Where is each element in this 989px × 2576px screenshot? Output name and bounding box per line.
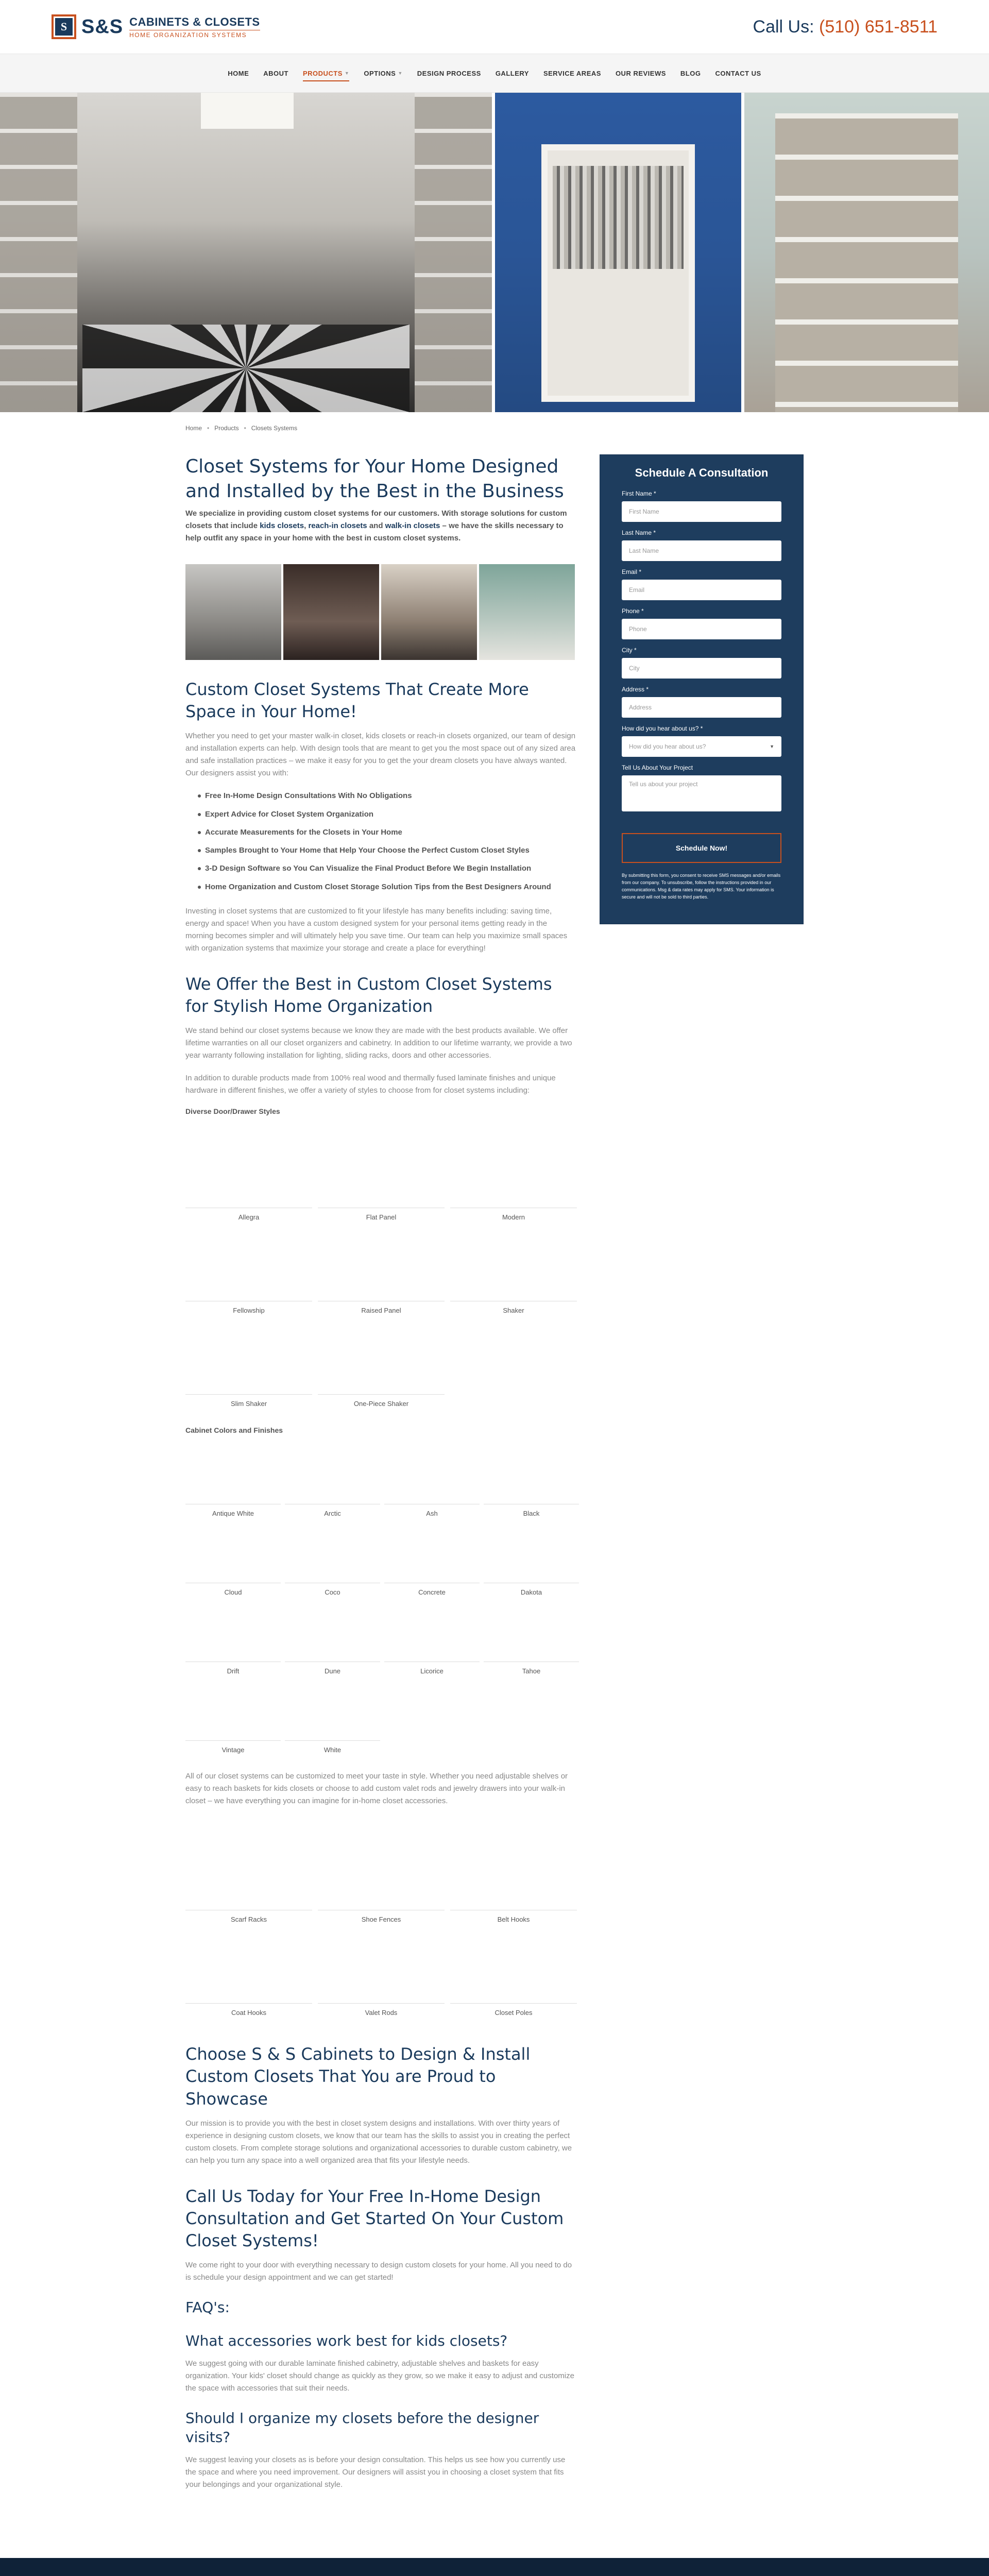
section-heading: Call Us Today for Your Free In-Home Design Consultation and Get Started On Your Custom Closet Systems! <box>185 2186 564 2251</box>
color-swatch-tile[interactable]: White <box>285 1683 380 1762</box>
nav-products[interactable]: PRODUCTS ▼ <box>296 54 356 93</box>
logo[interactable] <box>52 14 260 39</box>
last-name-input[interactable]: Last Name <box>622 540 781 561</box>
main-nav <box>0 54 989 93</box>
color-swatch <box>285 1526 380 1583</box>
accessory-tile[interactable]: Closet Poles <box>450 1931 577 2025</box>
gallery-thumbnails <box>185 564 577 660</box>
link-reach-in-closets[interactable]: reach-in closets <box>308 521 367 531</box>
breadcrumb-separator-icon: • <box>244 425 246 432</box>
colors-grid <box>185 1447 577 1762</box>
logo-brand: S&S <box>81 15 124 38</box>
accessory-tile[interactable]: Valet Rods <box>318 1931 445 2025</box>
section-heading: Custom Closet Systems That Create More Space in Your Home! <box>185 680 529 722</box>
address-input[interactable]: Address <box>622 697 781 718</box>
colors-heading: Cabinet Colors and Finishes <box>185 1426 283 1435</box>
door-styles-heading: Diverse Door/Drawer Styles <box>185 1107 280 1116</box>
page-title: Closet Systems for Your Home Designed and Installed by the Best in the Business <box>185 456 564 502</box>
color-swatch-tile[interactable]: Tahoe <box>484 1604 579 1683</box>
paragraph: We come right to your door with everything necessary to design custom closets for your home. All you need to do is schedule your design appointment and we can get started! <box>185 2261 572 2282</box>
first-name-input[interactable]: First Name <box>622 501 781 522</box>
nav-gallery[interactable]: GALLERY <box>495 69 529 77</box>
chevron-down-icon: ▼ <box>398 71 403 76</box>
gallery-thumb[interactable] <box>185 564 281 660</box>
list-item: Free In-Home Design Consultations With No Obligations <box>198 790 577 802</box>
color-swatch-tile[interactable]: Concrete <box>384 1526 480 1604</box>
gallery-thumb[interactable] <box>479 564 575 660</box>
hero-image-reach-in-closet <box>495 93 741 412</box>
phone-label: Phone * <box>622 607 644 615</box>
color-swatch-tile[interactable]: Antique White <box>185 1447 281 1526</box>
breadcrumb <box>185 412 804 432</box>
color-swatch <box>384 1447 480 1504</box>
paragraph: All of our closet systems can be customized to meet your taste in style. Whether you need adjustable shelves or easy to reach baskets for kids closets or choose to add custom valet rods and jewelry drawers into your walk-in closet – we have everything you can imagine for in-home closet accessories. <box>185 1772 568 1806</box>
nav-design-process[interactable]: DESIGN PROCESS <box>417 69 481 77</box>
schedule-now-button[interactable]: Schedule Now! <box>622 833 781 863</box>
section-heading: Choose S & S Cabinets to Design & Install Custom Closets That You are Proud to Showcase <box>185 2044 531 2109</box>
hear-about-select[interactable]: How did you hear about us? ▼ <box>622 736 781 757</box>
chevron-down-icon: ▼ <box>770 744 774 749</box>
nav-blog[interactable]: BLOG <box>680 69 701 77</box>
breadcrumb-current: Closets Systems <box>251 425 298 432</box>
color-swatch <box>484 1447 579 1504</box>
color-swatch-tile[interactable]: Black <box>484 1447 579 1526</box>
breadcrumb-home[interactable]: Home <box>185 425 202 432</box>
faq-question: What accessories work best for kids closets? <box>185 2332 508 2349</box>
door-style-tile[interactable]: Flat Panel <box>318 1136 445 1229</box>
door-style-tile[interactable]: One-Piece Shaker <box>318 1323 445 1416</box>
nav-contact-us[interactable]: CONTACT US <box>715 69 761 77</box>
hero-image-kids-closet <box>744 93 989 412</box>
accessory-tile[interactable]: Scarf Racks <box>185 1838 312 1931</box>
site-footer <box>0 2558 989 2576</box>
form-title: Schedule A Consultation <box>635 466 769 479</box>
list-item: 3-D Design Software so You Can Visualize the Final Product Before We Begin Installation <box>198 862 577 874</box>
last-name-label: Last Name * <box>622 529 656 536</box>
form-disclaimer: By submitting this form, you consent to receive SMS messages and/or emails from our company. To unsubscribe, follow the instructions provided in our communications. Msg & data rates may apply for SMS. Your information is secure and will not be sold to third parties. <box>622 873 781 900</box>
color-swatch <box>285 1447 380 1504</box>
city-label: City * <box>622 647 637 654</box>
city-input[interactable]: City <box>622 658 781 679</box>
nav-our-reviews[interactable]: OUR REVIEWS <box>615 69 666 77</box>
hero-banner <box>0 93 989 412</box>
color-swatch <box>384 1526 480 1583</box>
color-swatch <box>185 1447 281 1504</box>
paragraph: We stand behind our closet systems because we know they are made with the best products available. We offer lifetime warranties on all our closet organizers and cabinetry. In addition to our lifetime warranty, we provide a two year warranty following installation for lighting, sliding racks, doors and other accessories. <box>185 1026 572 1060</box>
gallery-thumb[interactable] <box>381 564 477 660</box>
door-styles-grid <box>185 1136 577 1416</box>
list-item: Home Organization and Custom Closet Storage Solution Tips from the Best Designers Around <box>198 881 577 893</box>
email-label: Email * <box>622 568 642 575</box>
color-swatch-tile[interactable]: Arctic <box>285 1447 380 1526</box>
address-label: Address * <box>622 686 649 693</box>
accessory-tile[interactable]: Belt Hooks <box>450 1838 577 1931</box>
breadcrumb-separator-icon: • <box>207 425 210 432</box>
accessories-grid <box>185 1838 577 2025</box>
color-swatch <box>484 1604 579 1662</box>
consultation-form <box>600 454 804 924</box>
first-name-label: First Name * <box>622 490 656 497</box>
color-swatch-tile[interactable]: Dakota <box>484 1526 579 1604</box>
link-walk-in-closets[interactable]: walk-in closets <box>385 521 440 531</box>
call-us: Call Us: (510) 651-8511 <box>753 16 937 37</box>
color-swatch <box>384 1604 480 1662</box>
nav-about[interactable]: ABOUT <box>263 69 288 77</box>
door-style-tile[interactable]: Fellowship <box>185 1229 312 1323</box>
gallery-thumb[interactable] <box>283 564 379 660</box>
color-swatch-tile[interactable]: Dune <box>285 1604 380 1683</box>
faq-question: Should I organize my closets before the designer visits? <box>185 2410 539 2446</box>
faq-answer: We suggest going with our durable laminate finished cabinetry, adjustable shelves and baskets for easy organization. Your kids' closet should change as quickly as they grow, so we make it easy to adjust and customize the space with accessories that suit their needs. <box>185 2359 574 2393</box>
paragraph: Whether you need to get your master walk-in closet, kids closets or reach-in closets organized, our team of design and installation experts can help. With design tools that are meant to get you the most space out of any sized area and safe installation practices – we make it easy for you to get the your dream closets you have always wanted. Our designers assist you with: <box>185 732 576 778</box>
section-heading: We Offer the Best in Custom Closet Systems for Stylish Home Organization <box>185 974 552 1016</box>
logo-line2: HOME ORGANIZATION SYSTEMS <box>129 30 260 39</box>
door-style-tile[interactable]: Slim Shaker <box>185 1323 312 1416</box>
project-textarea[interactable]: Tell us about your project <box>622 775 781 811</box>
intro-text: We specialize in providing custom closet systems for our customers. With storage solutions for custom closets that include kids closets, reach-in closets and walk-in closets – we have the skills necessary to help outfit any space in your home with the best in custom closet systems. <box>185 509 567 543</box>
color-swatch-tile[interactable]: Ash <box>384 1447 480 1526</box>
nav-home[interactable]: HOME <box>228 69 249 77</box>
benefits-list <box>198 790 577 893</box>
paragraph: Our mission is to provide you with the best in closet system designs and installations. With over thirty years of experience in designing custom closets, we know that our team has the skills to assist you in creating the perfect custom closets. From complete storage solutions and organizational accessories to durable custom cabinetry, we can help you turn any space into a well organized area that fits your lifestyle needs. <box>185 2119 572 2165</box>
sidebar <box>600 454 804 2501</box>
faq-heading: FAQ's: <box>185 2299 230 2316</box>
accessory-tile[interactable]: Coat Hooks <box>185 1931 312 2025</box>
accessory-tile[interactable]: Shoe Fences <box>318 1838 445 1931</box>
email-input[interactable]: Email <box>622 580 781 600</box>
list-item: Expert Advice for Closet System Organization <box>198 808 577 820</box>
door-style-tile[interactable]: Modern <box>450 1136 577 1229</box>
door-style-tile[interactable]: Raised Panel <box>318 1229 445 1323</box>
logo-mark: S <box>52 14 76 39</box>
hear-about-label: How did you hear about us? * <box>622 725 703 732</box>
faq-answer: We suggest leaving your closets as is before your design consultation. This helps us see how you currently use the space and where you need improvement. Our designers will assist you in choosing a closet system that fits your belongings and your organizational style. <box>185 2455 566 2489</box>
paragraph: Investing in closet systems that are customized to fit your lifestyle has many benefits including: saving time, energy and space! When you have a custom designed system for your personal items getting ready in the morning becomes simpler and will ultimately help you save time. Our team can help you maximize small spaces with organization systems that maximize your storage and create a place for everything! <box>185 906 568 953</box>
main-area <box>185 432 804 2501</box>
list-item: Accurate Measurements for the Closets in Your Home <box>198 826 577 838</box>
color-swatch-tile[interactable]: Vintage <box>185 1683 281 1762</box>
color-swatch <box>185 1683 281 1741</box>
color-swatch-tile[interactable]: Coco <box>285 1526 380 1604</box>
hero-image-walk-in-closet <box>0 93 492 412</box>
content-column <box>185 454 577 2501</box>
list-item: Samples Brought to Your Home that Help Your Choose the Perfect Custom Closet Styles <box>198 844 577 856</box>
color-swatch <box>484 1526 579 1583</box>
color-swatch <box>185 1526 281 1583</box>
logo-line1: CABINETS & CLOSETS <box>129 15 260 28</box>
color-swatch <box>285 1604 380 1662</box>
site-header <box>0 0 989 54</box>
project-label: Tell Us About Your Project <box>622 764 693 771</box>
nav-options[interactable]: OPTIONS ▼ <box>364 69 403 77</box>
chevron-down-icon: ▼ <box>344 71 350 76</box>
color-swatch-tile[interactable]: Licorice <box>384 1604 480 1683</box>
door-style-tile[interactable]: Shaker <box>450 1229 577 1323</box>
door-style-tile[interactable]: Allegra <box>185 1136 312 1229</box>
paragraph: In addition to durable products made from 100% real wood and thermally fused laminate finishes and unique hardware in different finishes, we offer a variety of styles to choose from for closet systems including: <box>185 1074 556 1095</box>
color-swatch <box>285 1683 380 1741</box>
color-swatch <box>185 1604 281 1662</box>
link-kids-closets[interactable]: kids closets <box>260 521 304 531</box>
color-swatch-tile[interactable]: Drift <box>185 1604 281 1683</box>
nav-service-areas[interactable]: SERVICE AREAS <box>543 69 601 77</box>
header-phone-link[interactable]: (510) 651-8511 <box>819 16 937 37</box>
breadcrumb-products[interactable]: Products <box>214 425 239 432</box>
phone-input[interactable]: Phone <box>622 619 781 639</box>
color-swatch-tile[interactable]: Cloud <box>185 1526 281 1604</box>
